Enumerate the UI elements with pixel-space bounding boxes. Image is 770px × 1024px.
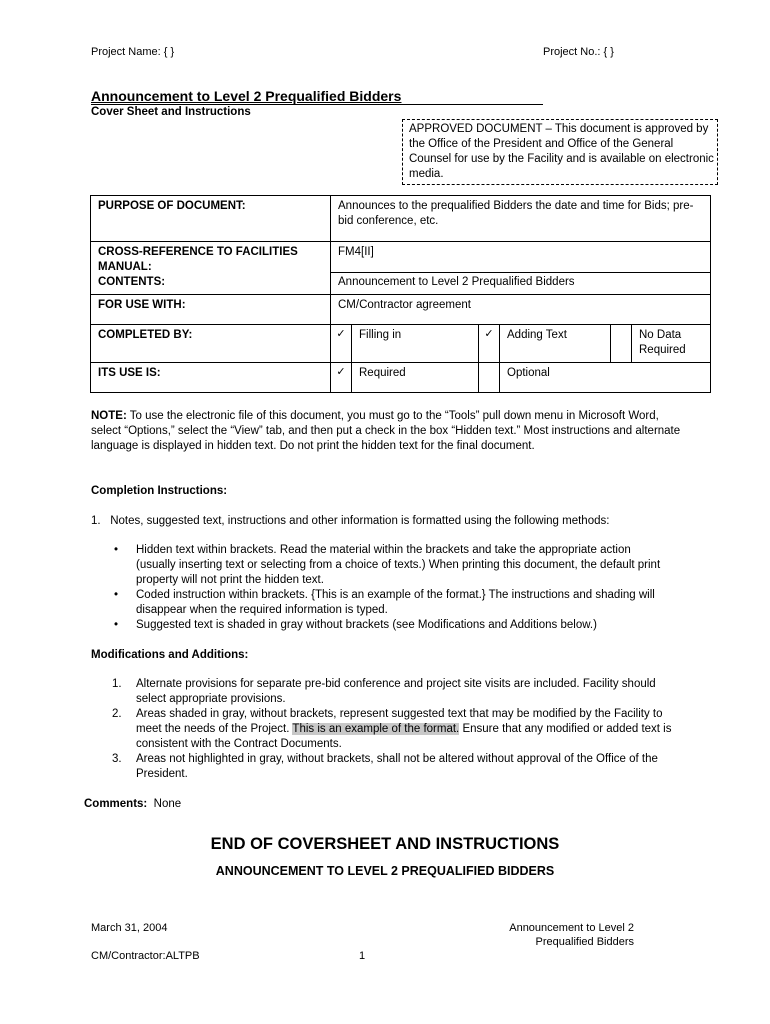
- list-item: • Suggested text is shaded in gray without brackets (see Modifications and Additions below.): [112, 618, 672, 633]
- note-paragraph: [91, 409, 681, 454]
- table-row: [91, 196, 711, 242]
- shaded-example-text: This is an example of the format.: [292, 723, 460, 735]
- purpose-value: Announces to the prequalified Bidders the date and time for Bids; pre-bid conference, etc.: [331, 196, 711, 242]
- footer-document-title: [400, 921, 634, 949]
- optional-checkbox: [479, 363, 500, 393]
- modifications-list: [112, 677, 677, 782]
- modifications-heading: Modifications and Additions:: [91, 649, 249, 661]
- list-item-text-end: Ensure that any modified or added text is consistent with the Contract Documents.: [136, 723, 672, 750]
- footer-date: March 31, 2004: [91, 922, 168, 934]
- footer-document-code: CM/Contractor:ALTPB: [91, 950, 200, 962]
- document-subtitle: Cover Sheet and Instructions: [91, 106, 251, 118]
- table-row: [91, 295, 711, 325]
- crossref-contents-label: [91, 242, 331, 295]
- list-item-number: 2.: [112, 708, 122, 720]
- document-info-table: [90, 195, 711, 393]
- for-use-with-label: FOR USE WITH:: [91, 295, 331, 325]
- for-use-with-value: CM/Contractor agreement: [331, 295, 711, 325]
- table-row: [91, 242, 711, 295]
- required-option: Required: [352, 363, 479, 393]
- crossref-value: FM4[II]: [331, 242, 710, 273]
- optional-option: Optional: [500, 363, 711, 393]
- completion-heading: Completion Instructions:: [91, 485, 228, 497]
- contents-value: Announcement to Level 2 Prequalified Bidders: [338, 276, 575, 288]
- crossref-contents-values: [331, 242, 711, 295]
- approved-document-notice: APPROVED DOCUMENT – This document is approved by the Office of the President and Office of the General Counsel for use by the Facility and is available on electronic media.: [402, 119, 718, 185]
- adding-text-check-icon: ✓: [479, 325, 500, 363]
- comments-value: None: [153, 798, 182, 810]
- project-name-field: Project Name: { }: [91, 46, 175, 58]
- contents-label: CONTENTS:: [98, 276, 166, 288]
- document-title: [91, 88, 543, 105]
- purpose-label: PURPOSE OF DOCUMENT:: [91, 196, 331, 242]
- list-item-text: Areas not highlighted in gray, without brackets, shall not be altered without approval of the Office of the President.: [136, 753, 658, 780]
- list-item: [112, 752, 677, 782]
- its-use-is-label: ITS USE IS:: [91, 363, 331, 393]
- end-coversheet-subtitle: ANNOUNCEMENT TO LEVEL 2 PREQUALIFIED BIDDERS: [215, 864, 555, 878]
- completion-item-text: Notes, suggested text, instructions and other information is formatted using the following methods:: [110, 515, 610, 527]
- list-item-text: Areas shaded in gray, without brackets, represent suggested text that may be modified by the Facility to meet the needs of the Project.: [136, 708, 663, 735]
- filling-in-check-icon: ✓: [331, 325, 352, 363]
- list-item: [112, 707, 677, 752]
- crossref-label: CROSS-REFERENCE TO FACILITIES MANUAL:: [98, 246, 298, 273]
- table-row: [91, 325, 711, 363]
- note-text: To use the electronic file of this document, you must go to the “Tools” pull down menu in Microsoft Word, select “Options,” select the “View” tab, and then put a check in the box “Hidden text.” Most instructions and alternate language is displayed in hidden text. Do not print the hidden text for the final document.: [91, 410, 681, 452]
- list-item: • Coded instruction within brackets. {This is an example of the format.} The instructions and shading will disappear when the required information is typed.: [112, 588, 672, 618]
- no-data-checkbox: [611, 325, 632, 363]
- list-item-number: 3.: [112, 753, 122, 765]
- list-item: [112, 677, 677, 707]
- footer-title-line-2: Prequalified Bidders: [535, 936, 634, 948]
- adding-text-option: Adding Text: [500, 325, 611, 363]
- comments-label: Comments:: [84, 798, 148, 810]
- completion-item-1: [91, 514, 609, 529]
- table-row: [91, 363, 711, 393]
- filling-in-option: Filling in: [352, 325, 479, 363]
- project-number-field: Project No.: { }: [543, 46, 614, 58]
- completion-item-number: 1.: [91, 515, 101, 527]
- footer-title-line-1: Announcement to Level 2: [509, 922, 634, 934]
- no-data-required-option: No Data Required: [632, 325, 711, 363]
- list-item-text: Alternate provisions for separate pre-bid conference and project site visits are included. Facility should select appropriate provisions.: [136, 678, 656, 705]
- comments-line: [84, 797, 181, 812]
- completed-by-label: COMPLETED BY:: [91, 325, 331, 363]
- footer-page-number: 1: [359, 950, 366, 962]
- list-item: • Hidden text within brackets. Read the material within the brackets and take the appropriate action (usually inserting text or selecting from a choice of texts.) When printing this document, the default print property will not print the hidden text.: [112, 543, 672, 588]
- required-check-icon: ✓: [331, 363, 352, 393]
- note-label: NOTE:: [91, 410, 127, 422]
- completion-bullets: [112, 543, 672, 633]
- end-coversheet-title: END OF COVERSHEET AND INSTRUCTIONS: [210, 835, 560, 853]
- document-title-text: Announcement to Level 2 Prequalified Bidders: [91, 88, 402, 104]
- list-item-number: 1.: [112, 678, 122, 690]
